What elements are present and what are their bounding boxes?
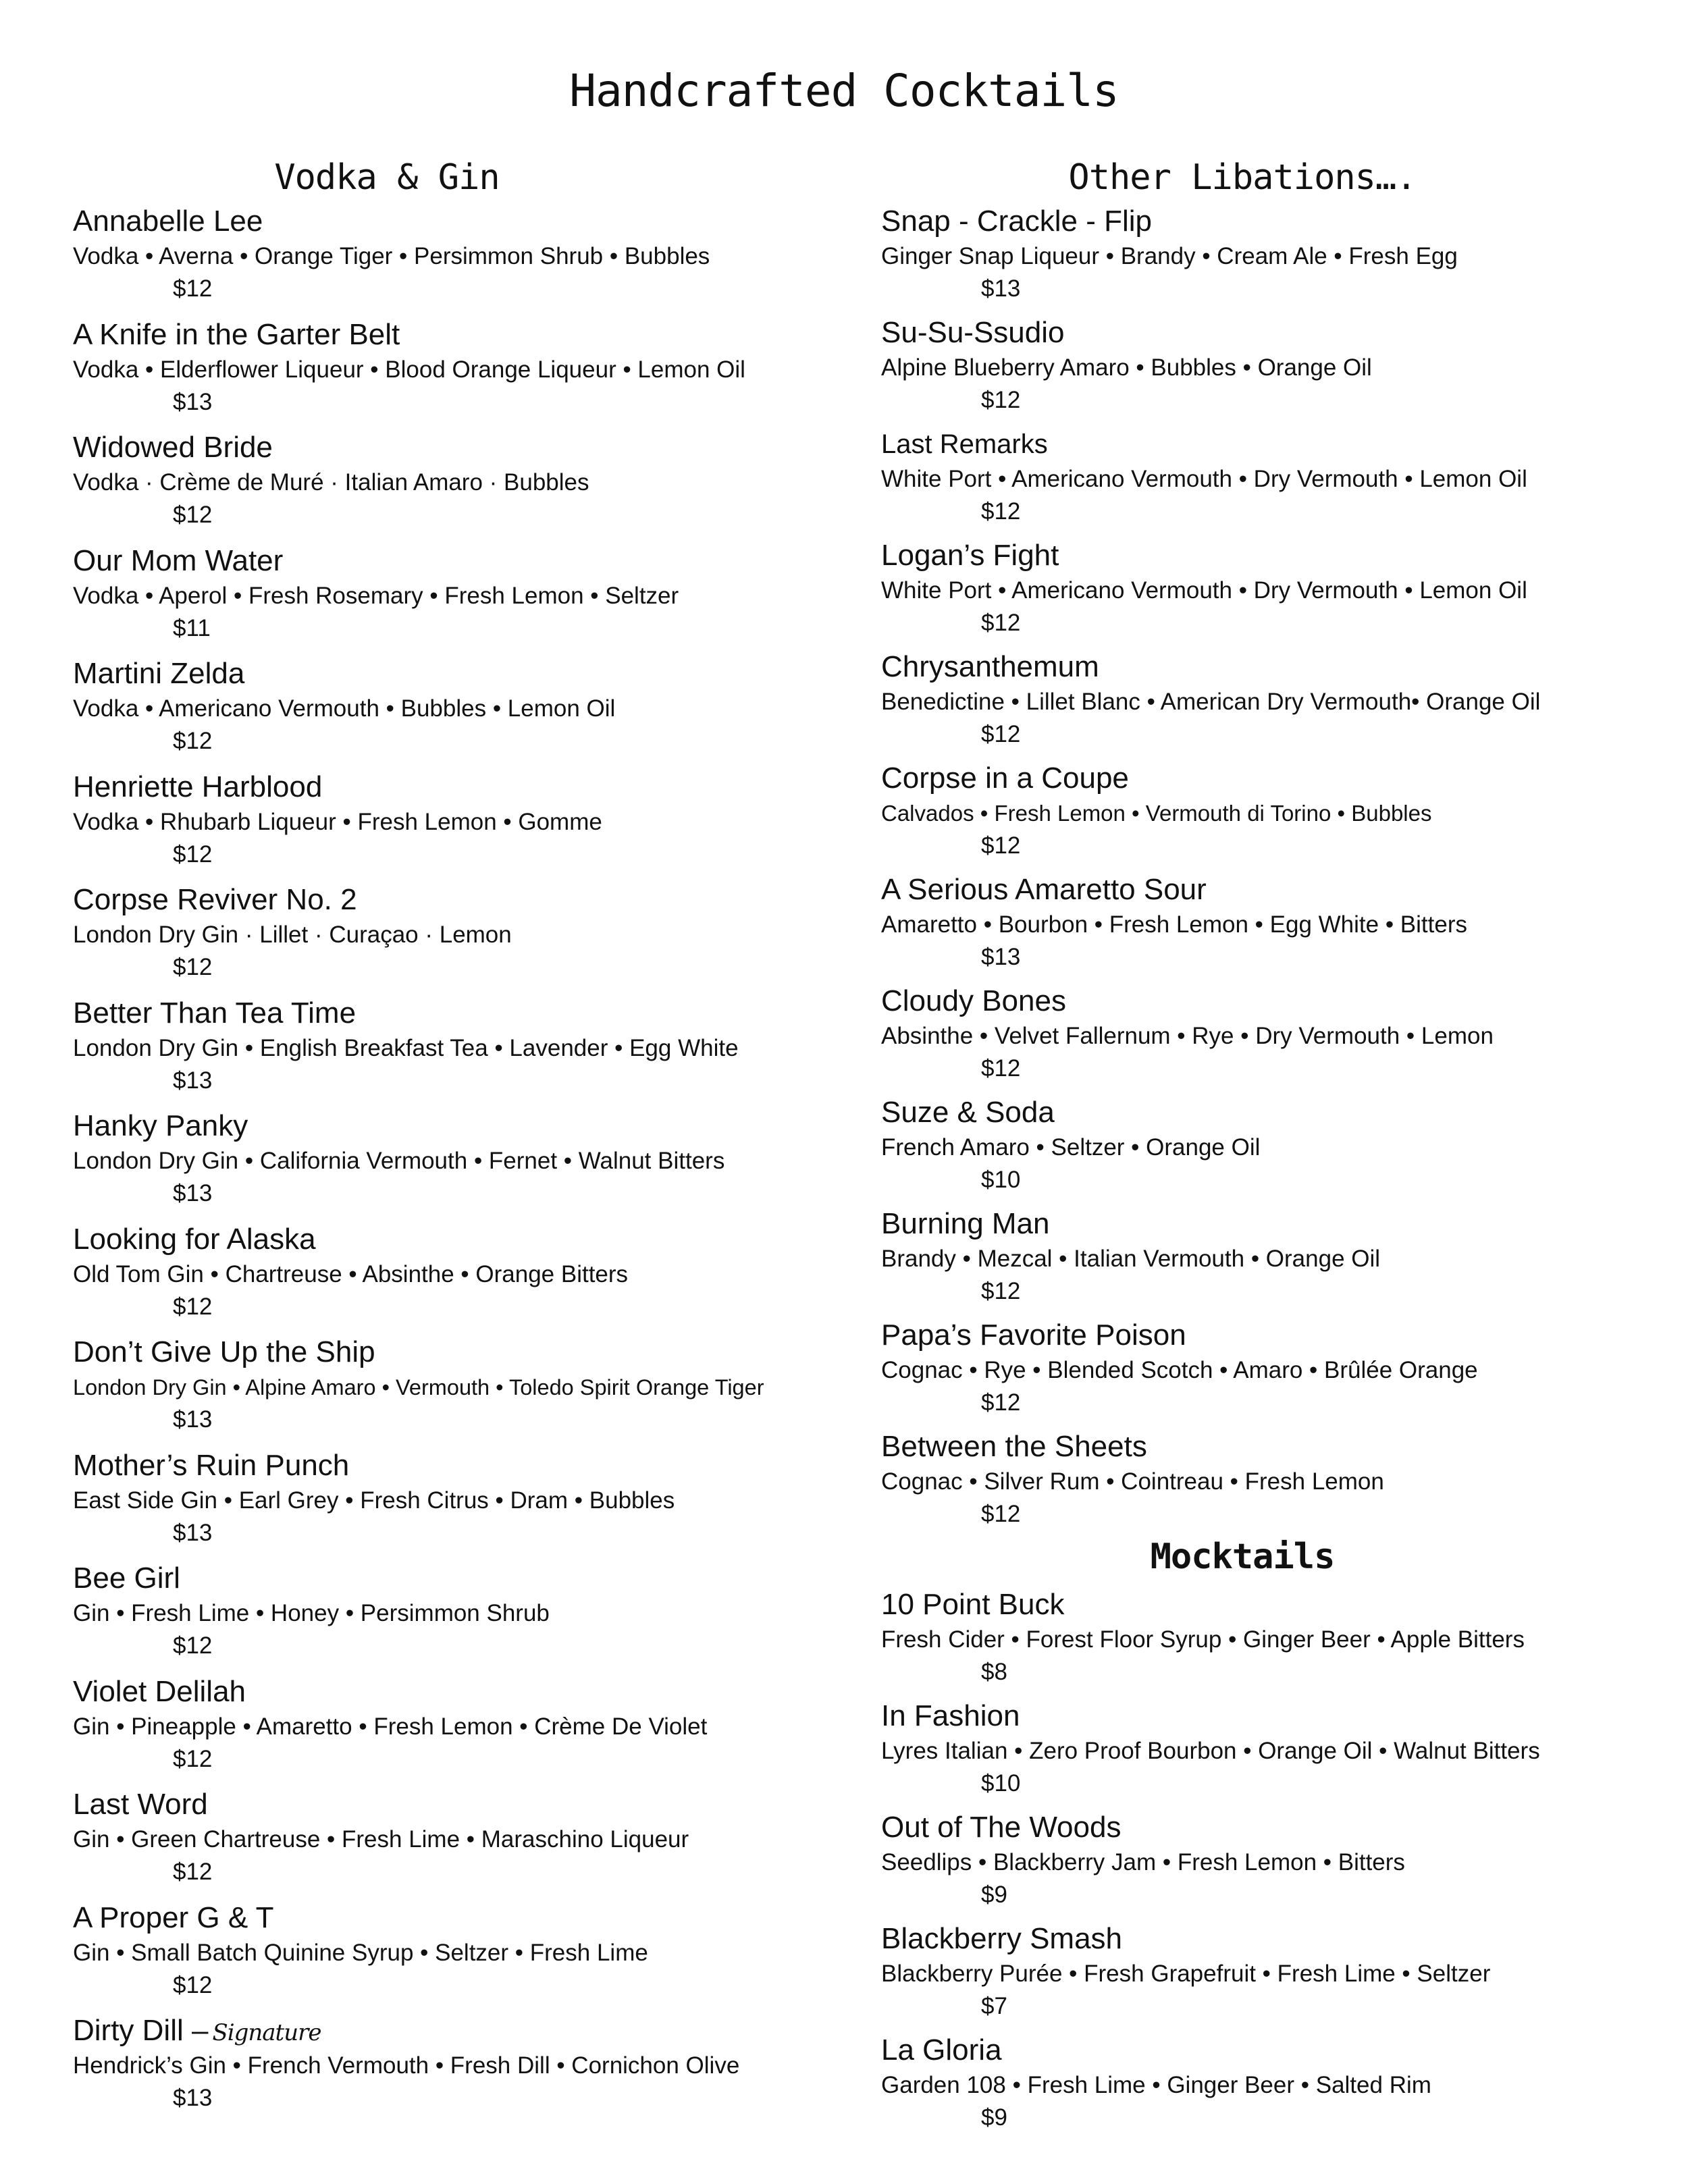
item-price: $7 <box>981 1993 1007 2019</box>
menu-item <box>881 535 1658 647</box>
item-price: $13 <box>981 275 1021 302</box>
item-price: $10 <box>981 1770 1021 1796</box>
item-name: Don’t Give Up the Ship <box>73 1335 375 1368</box>
menu-item <box>881 647 1658 758</box>
menu-item <box>881 313 1658 424</box>
item-ingredients: Vodka • Averna • Orange Tiger • Persimmon Shrub • Bubbles <box>73 243 710 269</box>
section-heading-vodka-gin: Vodka & Gin <box>274 157 500 198</box>
item-price: $13 <box>981 944 1021 970</box>
signature-label: Signature <box>212 2019 321 2046</box>
item-price: $13 <box>173 1180 213 1206</box>
item-price: $13 <box>173 388 213 415</box>
item-ingredients: East Side Gin • Earl Grey • Fresh Citrus • Dram • Bubbles <box>73 1487 675 1514</box>
menu-item <box>73 201 843 315</box>
section-heading-other-libations: Other Libations…. <box>1068 157 1417 198</box>
item-ingredients: Garden 108 • Fresh Lime • Ginger Beer • Salted Rim <box>881 2072 1431 2098</box>
menu-item <box>73 1558 843 1672</box>
item-name: Cloudy Bones <box>881 984 1066 1017</box>
item-ingredients: Seedlips • Blackberry Jam • Fresh Lemon • Bitters <box>881 1849 1405 1875</box>
item-name: 10 Point Buck <box>881 1588 1065 1621</box>
item-name: In Fashion <box>881 1699 1020 1732</box>
menu-item <box>881 424 1658 535</box>
item-price: $8 <box>981 1659 1007 1685</box>
item-ingredients: White Port • Americano Vermouth • Dry Vermouth • Lemon Oil <box>881 577 1527 604</box>
item-price: $12 <box>173 1859 213 1885</box>
menu-item <box>881 1315 1658 1427</box>
mocktail-item <box>881 1584 1658 1696</box>
menu-item <box>73 880 843 993</box>
item-price: $9 <box>981 1882 1007 1908</box>
item-price: $13 <box>173 2085 213 2111</box>
item-ingredients: Alpine Blueberry Amaro • Bubbles • Orange Oil <box>881 354 1372 381</box>
item-ingredients: Fresh Cider • Forest Floor Syrup • Ginger Beer • Apple Bitters <box>881 1626 1525 1653</box>
item-name: Violet Delilah <box>73 1674 246 1708</box>
menu-item <box>881 870 1658 981</box>
item-name: Looking for Alaska <box>73 1222 316 1256</box>
menu-item <box>73 1672 843 1785</box>
item-ingredients: London Dry Gin • English Breakfast Tea • Lavender • Egg White <box>73 1034 739 1061</box>
item-ingredients: Cognac • Silver Rum • Cointreau • Fresh Lemon <box>881 1468 1384 1495</box>
menu-item <box>73 315 843 428</box>
menu-item <box>73 1106 843 1219</box>
item-name: Annabelle Lee <box>73 205 263 238</box>
item-name: Martini Zelda <box>73 657 245 690</box>
item-price: $12 <box>981 610 1021 636</box>
mocktail-item <box>881 1696 1658 1807</box>
item-price: $12 <box>173 841 213 868</box>
item-name: Burning Man <box>881 1207 1050 1240</box>
item-name: Better Than Tea Time <box>73 996 357 1030</box>
item-ingredients: Brandy • Mezcal • Italian Vermouth • Orange Oil <box>881 1246 1381 1272</box>
item-name: Corpse Reviver No. 2 <box>73 883 357 916</box>
item-price: $13 <box>173 1406 213 1433</box>
item-price: $9 <box>981 2104 1007 2131</box>
item-name: Mother’s Ruin Punch <box>73 1448 350 1482</box>
mocktail-item <box>881 2030 1658 2141</box>
item-ingredients: Vodka • Americano Vermouth • Bubbles • Lemon Oil <box>73 695 616 722</box>
item-price: $12 <box>981 832 1021 859</box>
item-price: $12 <box>173 1745 213 1772</box>
item-price: $12 <box>981 1389 1021 1416</box>
vodka-gin-column <box>73 154 843 2124</box>
item-ingredients: French Amaro • Seltzer • Orange Oil <box>881 1134 1261 1161</box>
item-ingredients: Vodka • Rhubarb Liqueur • Fresh Lemon • Gomme <box>73 808 602 835</box>
item-price: $12 <box>981 1278 1021 1304</box>
item-name-text: Dirty Dill – <box>73 2014 209 2047</box>
item-ingredients: Absinthe • Velvet Fallernum • Rye • Dry Vermouth • Lemon <box>881 1023 1494 1049</box>
item-ingredients: Cognac • Rye • Blended Scotch • Amaro • Brûlée Orange <box>881 1357 1478 1383</box>
item-name: A Serious Amaretto Sour <box>881 873 1207 906</box>
item-ingredients: Gin • Green Chartreuse • Fresh Lime • Maraschino Liqueur <box>73 1826 689 1853</box>
menu-item <box>73 767 843 880</box>
item-price: $11 <box>173 614 211 641</box>
item-ingredients: Calvados • Fresh Lemon • Vermouth di Torino • Bubbles <box>881 801 1432 826</box>
item-price: $10 <box>981 1167 1021 1193</box>
item-price: $13 <box>173 1067 213 1094</box>
item-ingredients: Amaretto • Bourbon • Fresh Lemon • Egg White • Bitters <box>881 911 1467 938</box>
item-ingredients: Gin • Small Batch Quinine Syrup • Seltzer • Fresh Lime <box>73 1939 648 1966</box>
item-ingredients: Lyres Italian • Zero Proof Bourbon • Orange Oil • Walnut Bitters <box>881 1738 1540 1764</box>
menu-item <box>73 1445 843 1559</box>
item-price: $12 <box>981 1055 1021 1082</box>
item-name: Hanky Panky <box>73 1109 248 1142</box>
item-price: $12 <box>173 1971 213 1998</box>
item-price: $12 <box>981 1501 1021 1527</box>
menu-item <box>881 981 1658 1092</box>
item-ingredients: London Dry Gin · Lillet · Curaçao · Lemon <box>73 922 512 948</box>
item-name: Suze & Soda <box>881 1096 1055 1129</box>
item-price: $12 <box>981 387 1021 413</box>
item-ingredients: Blackberry Purée • Fresh Grapefruit • Fresh Lime • Seltzer <box>881 1961 1491 1987</box>
item-price: $12 <box>173 502 213 528</box>
item-name: La Gloria <box>881 2033 1002 2067</box>
item-name: Last Remarks <box>881 429 1048 459</box>
menu-item <box>73 427 843 541</box>
item-ingredients: Old Tom Gin • Chartreuse • Absinthe • Orange Bitters <box>73 1260 629 1287</box>
item-name: Out of The Woods <box>881 1811 1122 1844</box>
item-name: Bee Girl <box>73 1562 180 1595</box>
item-ingredients: Vodka · Crème de Muré · Italian Amaro · Bubbles <box>73 469 589 496</box>
menu-item <box>73 1898 843 2011</box>
mocktail-item <box>881 1807 1658 1919</box>
item-ingredients: Benedictine • Lillet Blanc • American Dry Vermouth• Orange Oil <box>881 689 1541 715</box>
item-price: $12 <box>981 498 1021 525</box>
item-name: Henriette Harblood <box>73 770 323 803</box>
menu-item <box>73 993 843 1107</box>
menu-item <box>881 201 1658 313</box>
item-name: Widowed Bride <box>73 431 273 464</box>
menu-item <box>881 1092 1658 1204</box>
item-ingredients: White Port • Americano Vermouth • Dry Vermouth • Lemon Oil <box>881 466 1527 492</box>
menu-item <box>881 1204 1658 1315</box>
other-libations-column <box>881 154 1658 2141</box>
item-price: $12 <box>981 721 1021 747</box>
item-ingredients: Ginger Snap Liqueur • Brandy • Cream Ale • Fresh Egg <box>881 243 1458 269</box>
item-name: Between the Sheets <box>881 1430 1147 1463</box>
item-name <box>73 2010 843 2050</box>
item-ingredients: London Dry Gin • Alpine Amaro • Vermouth • Toledo Spirit Orange Tiger <box>73 1375 764 1400</box>
item-price: $12 <box>173 1293 213 1320</box>
item-name: Chrysanthemum <box>881 650 1099 683</box>
item-ingredients: Gin • Pineapple • Amaretto • Fresh Lemon • Crème De Violet <box>73 1713 708 1740</box>
item-ingredients: Gin • Fresh Lime • Honey • Persimmon Shrub <box>73 1600 550 1626</box>
item-name: Blackberry Smash <box>881 1922 1123 1955</box>
menu-item <box>73 1332 843 1445</box>
menu-item <box>881 1427 1658 1528</box>
item-name: A Knife in the Garter Belt <box>73 317 400 351</box>
item-name: Snap - Crackle - Flip <box>881 205 1153 238</box>
item-name: Our Mom Water <box>73 543 284 577</box>
menu-item <box>73 1784 843 1898</box>
item-price: $13 <box>173 1519 213 1546</box>
item-ingredients: Vodka • Aperol • Fresh Rosemary • Fresh Lemon • Seltzer <box>73 582 679 609</box>
item-price: $12 <box>173 954 213 980</box>
menu-item <box>881 758 1658 870</box>
item-ingredients: Vodka • Elderflower Liqueur • Blood Orange Liqueur • Lemon Oil <box>73 356 745 383</box>
item-name: Corpse in a Coupe <box>881 762 1129 795</box>
section-heading-mocktails: Mocktails <box>1150 1537 1335 1577</box>
mocktail-item <box>881 1919 1658 2030</box>
page-title: Handcrafted Cocktails <box>569 65 1119 117</box>
menu-item <box>73 654 843 767</box>
item-name: Logan’s Fight <box>881 539 1059 572</box>
item-price: $12 <box>173 1632 213 1659</box>
item-ingredients: Hendrick’s Gin • French Vermouth • Fresh Dill • Cornichon Olive <box>73 2052 740 2079</box>
item-price: $12 <box>173 728 213 754</box>
item-name: Papa’s Favorite Poison <box>881 1319 1186 1352</box>
item-ingredients: London Dry Gin • California Vermouth • Fernet • Walnut Bitters <box>73 1148 725 1174</box>
item-name: A Proper G & T <box>73 1900 274 1934</box>
item-price: $12 <box>173 275 213 302</box>
menu-item <box>73 2010 843 2124</box>
item-name: Su-Su-Ssudio <box>881 316 1065 349</box>
item-name: Last Word <box>73 1788 208 1821</box>
menu-item <box>73 1219 843 1333</box>
menu-item <box>73 541 843 654</box>
